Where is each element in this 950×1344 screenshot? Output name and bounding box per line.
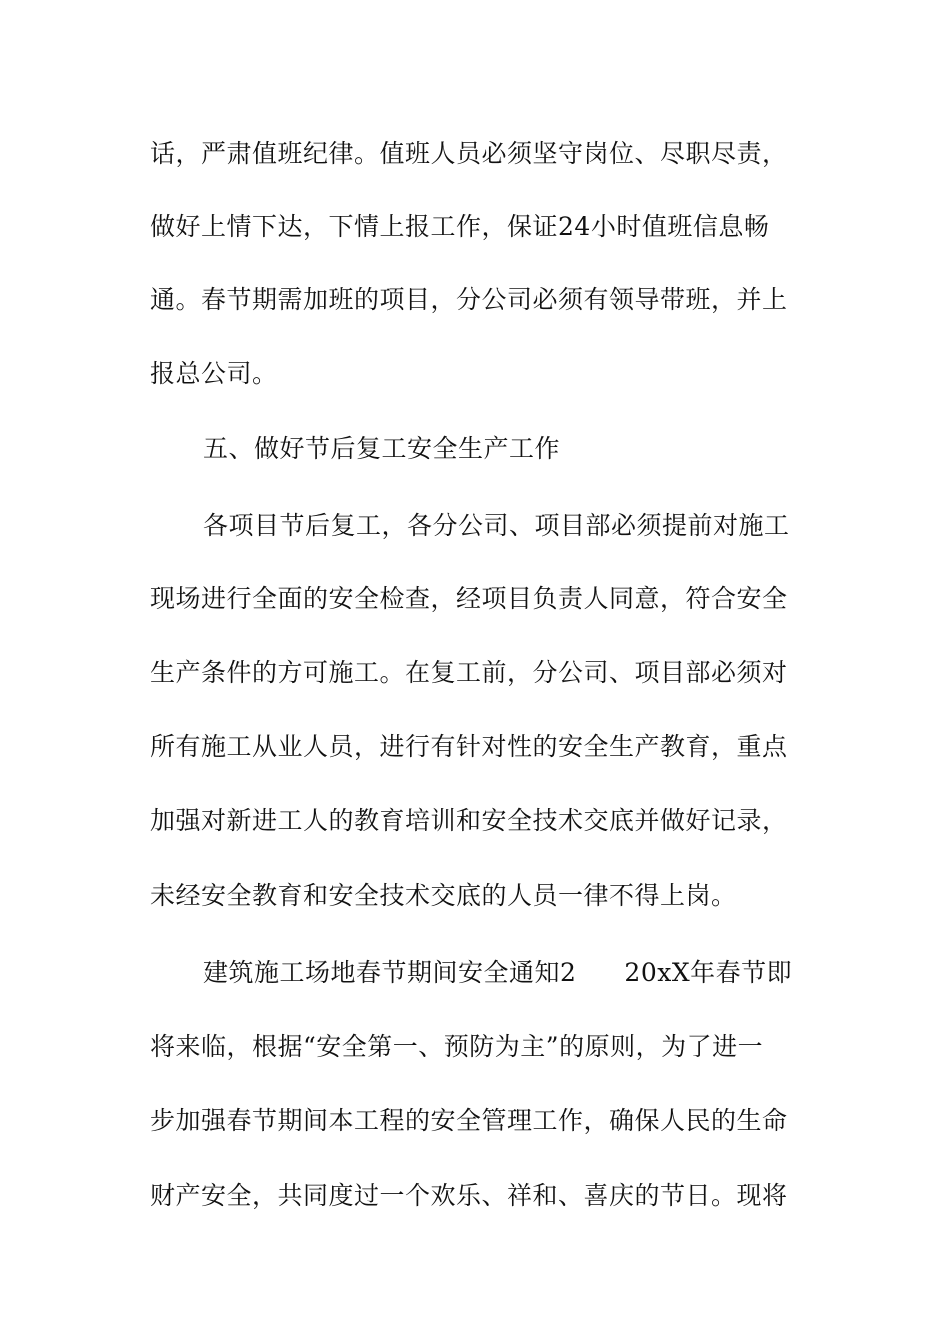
body-text-line: 将来临，根据“安全第一、预防为主”的原则，为了进一 — [150, 1032, 764, 1061]
notice-title: 建筑施工场地春节期间安全通知2 — [203, 958, 577, 987]
body-text-line: 财产安全，共同度过一个欢乐、祥和、喜庆的节日。现将 — [150, 1181, 788, 1210]
body-text-line: 生产条件的方可施工。在复工前，分公司、项目部必须对 — [150, 658, 788, 687]
notice-title-continuation: 20xX年春节即 — [624, 958, 793, 987]
body-text-line: 通。春节期需加班的项目，分公司必须有领导带班，并上 — [150, 285, 788, 314]
section-heading: 五、做好节后复工安全生产工作 — [203, 434, 561, 463]
body-text-line: 加强对新进工人的教育培训和安全技术交底并做好记录， — [150, 806, 788, 835]
body-text-line: 报总公司。 — [150, 359, 278, 388]
body-text-line: 现场进行全面的安全检查，经项目负责人同意，符合安全 — [150, 584, 788, 613]
body-text-line: 步加强春节期间本工程的安全管理工作，确保人民的生命 — [150, 1106, 788, 1135]
paragraph-first-line: 各项目节后复工，各分公司、项目部必须提前对施工 — [203, 511, 790, 540]
notice-title-line — [203, 957, 853, 989]
body-text-line: 话，严肃值班纪律。值班人员必须坚守岗位、尽职尽责， — [150, 139, 788, 168]
body-text-line: 未经安全教育和安全技术交底的人员一律不得上岗。 — [150, 881, 737, 910]
body-text-line: 做好上情下达，下情上报工作，保证24小时值班信息畅 — [150, 212, 770, 241]
body-text-line: 所有施工从业人员，进行有针对性的安全生产教育，重点 — [150, 732, 788, 761]
